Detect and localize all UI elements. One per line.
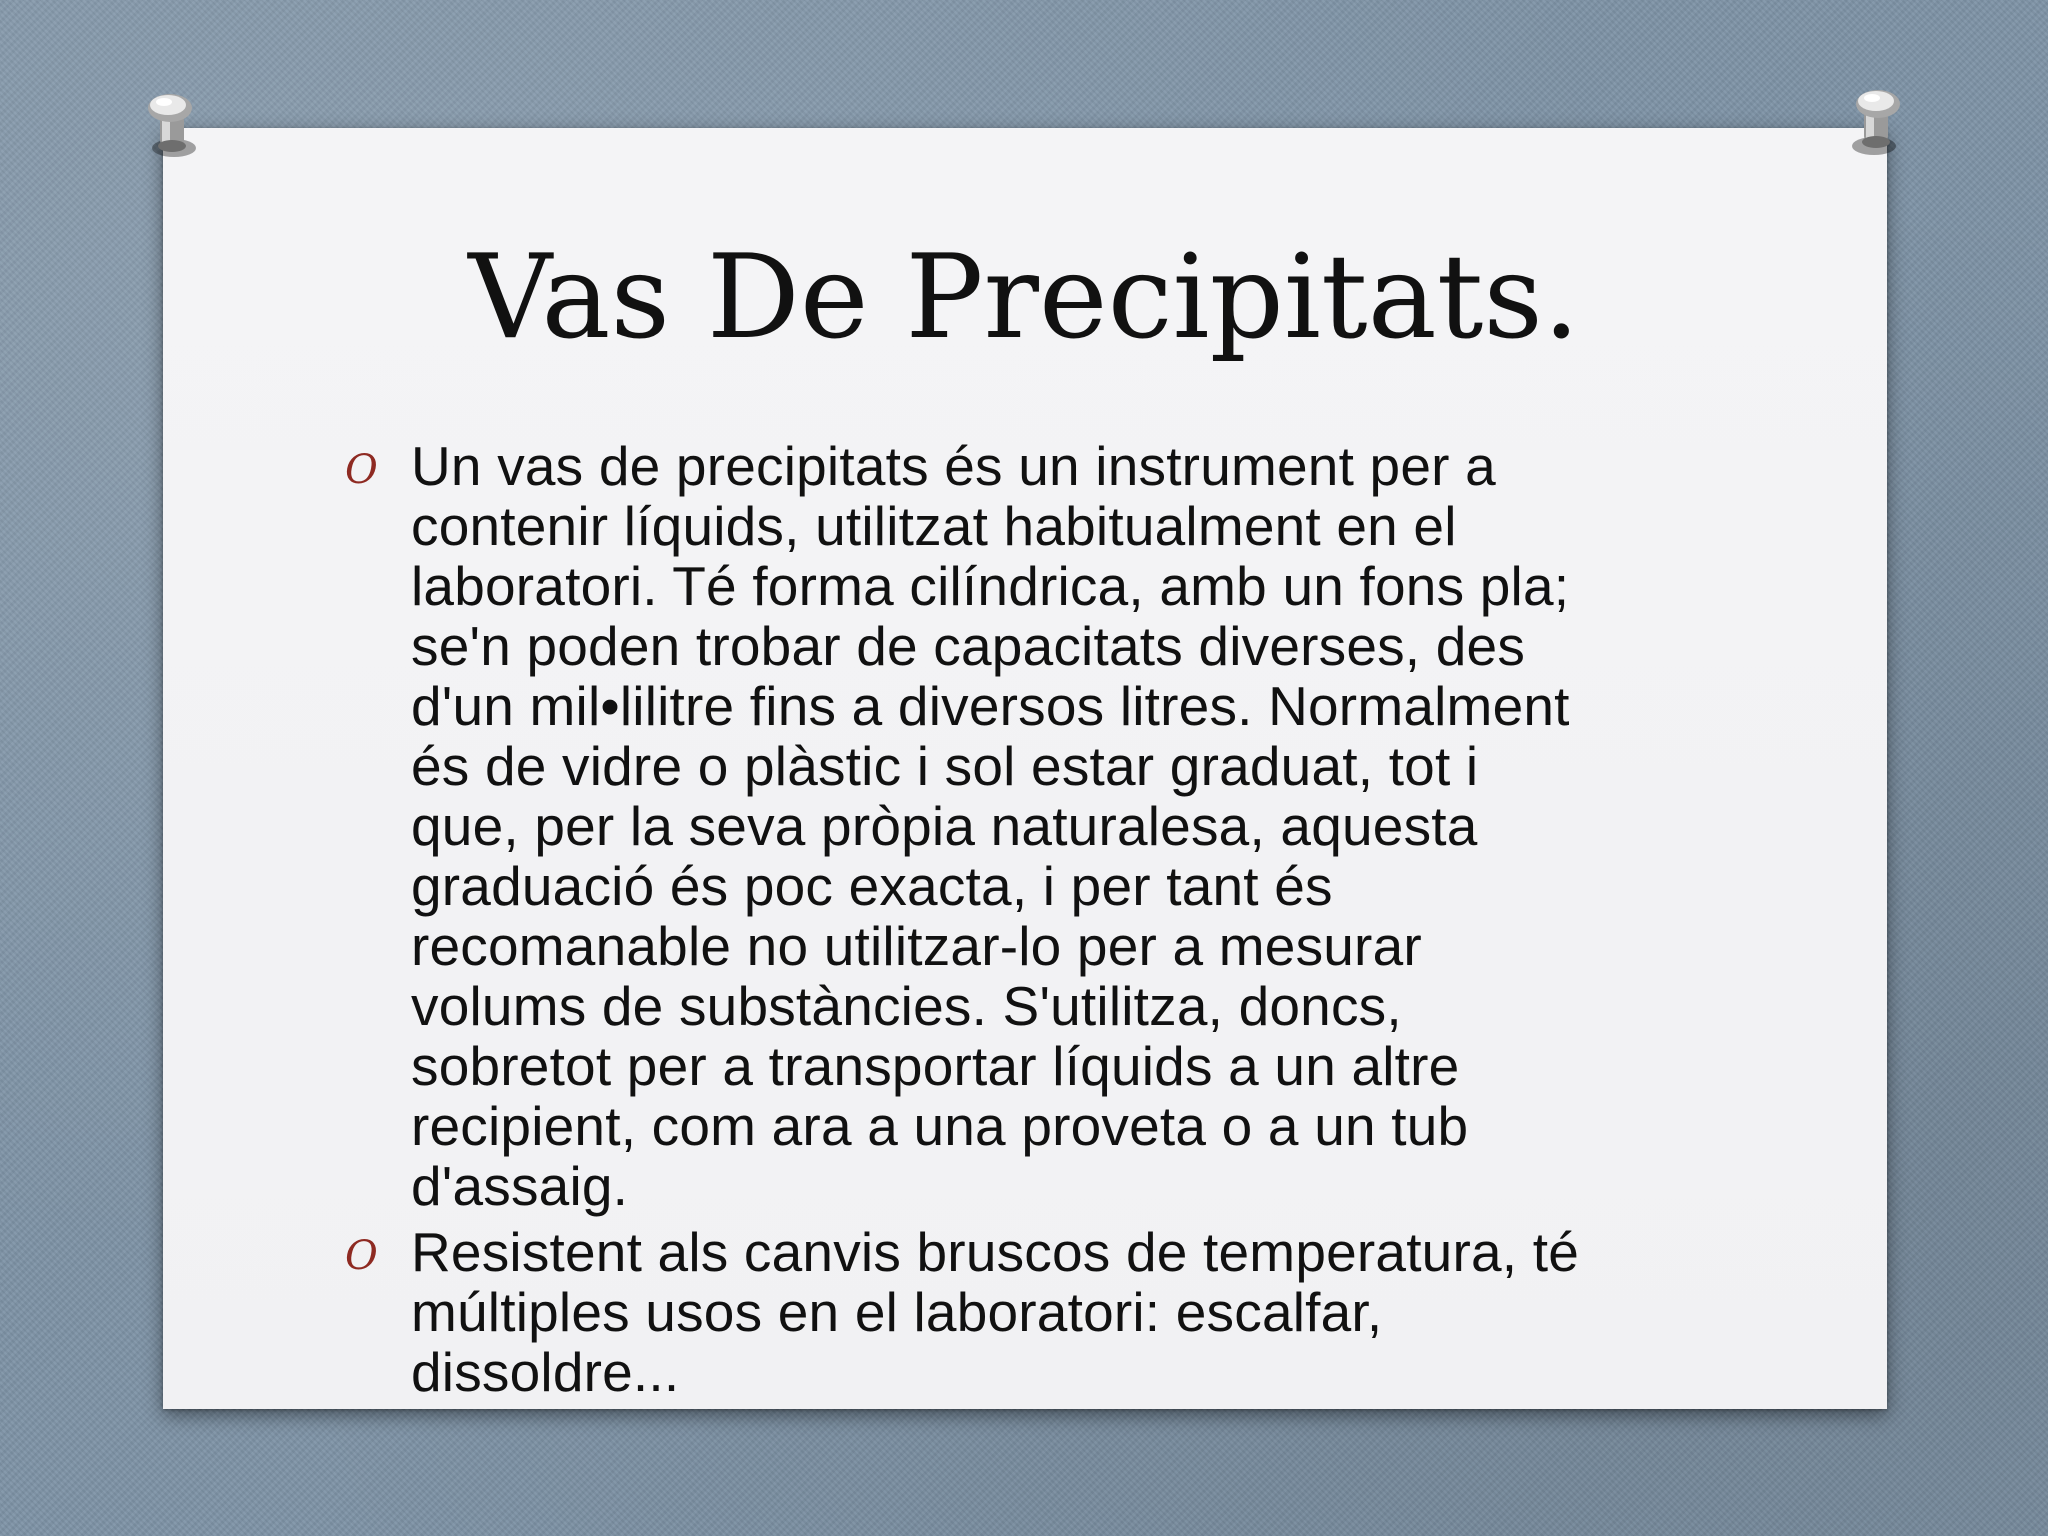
text-line: graduació és poc exacta, i per tant és (411, 855, 1333, 917)
bullet-item (345, 436, 1765, 1216)
text-line: recipient, com ara a una proveta o a un tub (411, 1095, 1469, 1157)
push-pin-icon (140, 88, 204, 160)
text-line: que, per la seva pròpia naturalesa, aquesta (411, 795, 1478, 857)
bullet-marker-icon: O (345, 1233, 378, 1279)
text-line: d'un mil•lilitre fins a diversos litres. Normalment (411, 675, 1570, 737)
push-pin-icon (1844, 84, 1908, 156)
text-line: és de vidre o plàstic i sol estar graduat, tot i (411, 735, 1479, 797)
text-line: recomanable no utilitzar-lo per a mesurar (411, 915, 1422, 977)
bullet-text (411, 1222, 1765, 1402)
bullet-list (345, 436, 1765, 1408)
text-line: Resistent als canvis bruscos de temperatura, té (411, 1221, 1579, 1283)
text-line: sobretot per a transportar líquids a un altre (411, 1035, 1460, 1097)
text-line: d'assaig. (411, 1155, 629, 1217)
text-line: contenir líquids, utilitzat habitualment en el (411, 495, 1457, 557)
text-line: Un vas de precipitats és un instrument per a (411, 435, 1496, 497)
text-line: dissoldre... (411, 1341, 680, 1403)
text-line: se'n poden trobar de capacitats diverses, des (411, 615, 1526, 677)
text-line: laboratori. Té forma cilíndrica, amb un fons pla; (411, 555, 1570, 617)
slide-title: Vas De Precipitats. (468, 230, 1580, 365)
bullet-item (345, 1222, 1765, 1402)
bullet-text (411, 436, 1765, 1216)
text-line: volums de substàncies. S'utilitza, doncs, (411, 975, 1402, 1037)
bullet-marker-icon: O (345, 447, 378, 493)
text-line: múltiples usos en el laboratori: escalfar, (411, 1281, 1383, 1343)
